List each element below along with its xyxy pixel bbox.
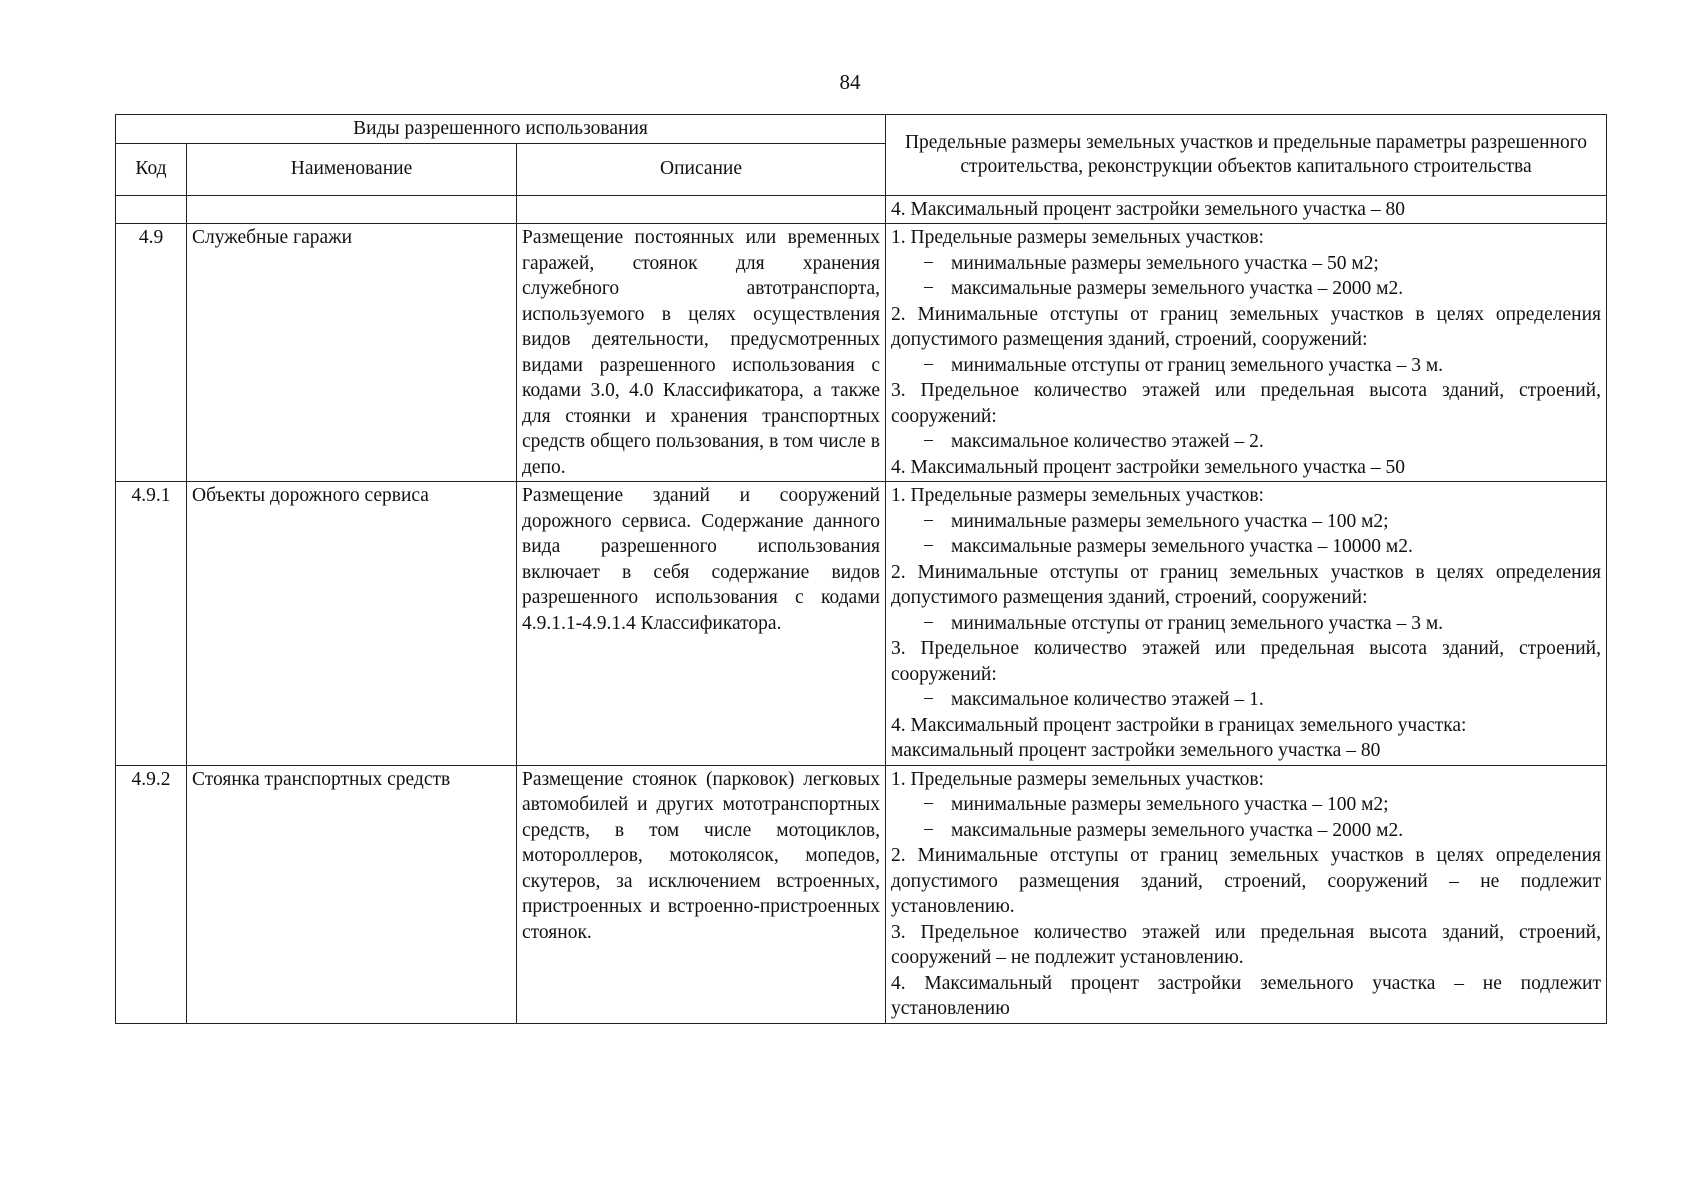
dash-bullet: − [923,278,934,299]
dash-bullet: − [923,510,934,532]
continuation-row [116,195,1607,224]
header-row-1 [116,115,1607,144]
param-item: 2. Минимальные отступы от границ земельных участков в целях определения допустимого размещения зданий, строений, сооружений – не подлежит установлению. [891,845,1601,917]
dash-bullet: − [923,252,934,274]
param-subitem: − минимальные размеры земельного участка – 50 м2; [891,251,1601,277]
row-params [886,482,1607,766]
param-item: 3. Предельное количество этажей или предельная высота зданий, строений, сооружений: [891,638,1601,685]
table-row [116,765,1607,1023]
continuation-description-cell [517,195,886,224]
row-code: 4.9.1 [116,482,187,766]
page-number: 84 [839,70,861,94]
row-description: Размещение постоянных или временных гаражей, стоянок для хранения служебного автотранспорта, используемого в целях осуществления видов деятельности, предусмотренных видами разрешенного использования с кодами 3.0, 4.0 Классификатора, а также для стоянки и хранения транспортных средств общего пользования, в том числе в депо. [517,224,886,482]
param-item: 2. Минимальные отступы от границ земельных участков в целях определения допустимого размещения зданий, строений, сооружений: [891,561,1601,608]
continuation-code-cell [116,195,187,224]
table-row [116,482,1607,766]
header-name: Наименование [187,143,517,195]
param-subitem: − максимальные размеры земельного участка – 2000 м2. [891,276,1601,302]
land-use-table [115,114,1607,1024]
param-item: 4. Максимальный процент застройки земельного участка – не подлежит установлению [891,972,1601,1019]
param-item: 4. Максимальный процент застройки в границах земельного участка: [891,714,1467,736]
param-subitem: − максимальное количество этажей – 1. [891,687,1601,713]
row-description: Размещение стоянок (парковок) легковых автомобилей и других мототранспортных средств, в том числе мотоциклов, мотороллеров, мотоколясок, мопедов, скутеров, за исключением встроенных, пристроенных и встроенно-пристроенных стоянок. [517,765,886,1023]
param-subitem: − максимальные размеры земельного участка – 10000 м2. [891,534,1601,560]
header-description: Описание [517,143,886,195]
param-item: максимальный процент застройки земельного участка – 80 [891,740,1381,761]
dash-bullet: − [923,819,934,841]
param-subitem: − минимальные отступы от границ земельного участка – 3 м. [891,353,1601,379]
continuation-param: 4. Максимальный процент застройки земельного участка – 80 [886,195,1607,224]
row-description: Размещение зданий и сооружений дорожного сервиса. Содержание данного вида разрешенного использования включает в себя содержание видов разрешенного использования с кодами 4.9.1.1-4.9.1.4 Классификатора. [517,482,886,766]
param-subitem: − минимальные отступы от границ земельного участка – 3 м. [891,611,1601,637]
dash-bullet: − [923,431,934,452]
row-name: Стоянка транспортных средств [187,765,517,1023]
header-code: Код [116,143,187,195]
param-item: 2. Минимальные отступы от границ земельных участков в целях определения допустимого размещения зданий, строений, сооружений: [891,303,1601,350]
param-item: 3. Предельное количество этажей или предельная высота зданий, строений, сооружений: [891,380,1601,427]
row-name: Служебные гаражи [187,224,517,482]
row-code: 4.9.2 [116,765,187,1023]
param-item: 4. Максимальный процент застройки земельного участка – 50 [891,456,1405,478]
param-subitem: − минимальные размеры земельного участка – 100 м2; [891,792,1601,818]
dash-bullet: − [923,689,934,710]
dash-bullet: − [923,794,934,815]
table-row [116,224,1607,482]
header-params: Предельные размеры земельных участков и предельные параметры разрешенного строительства, реконструкции объектов капитального строительства [886,115,1607,196]
header-group-title: Виды разрешенного использования [116,115,886,144]
dash-bullet: − [923,536,934,557]
param-item: 1. Предельные размеры земельных участков: [891,485,1264,506]
param-subitem: − минимальные размеры земельного участка – 100 м2; [891,509,1601,535]
continuation-name-cell [187,195,517,224]
dash-bullet: − [923,354,934,376]
param-item: 1. Предельные размеры земельных участков: [891,768,1264,790]
param-subitem: − максимальное количество этажей – 2. [891,429,1601,455]
row-name: Объекты дорожного сервиса [187,482,517,766]
row-code: 4.9 [116,224,187,482]
param-item: 1. Предельные размеры земельных участков: [891,227,1264,248]
dash-bullet: − [923,612,934,634]
param-subitem: − максимальные размеры земельного участка – 2000 м2. [891,818,1601,844]
row-params [886,765,1607,1023]
row-params [886,224,1607,482]
param-item: 3. Предельное количество этажей или предельная высота зданий, строений, сооружений – не подлежит установлению. [891,921,1601,968]
